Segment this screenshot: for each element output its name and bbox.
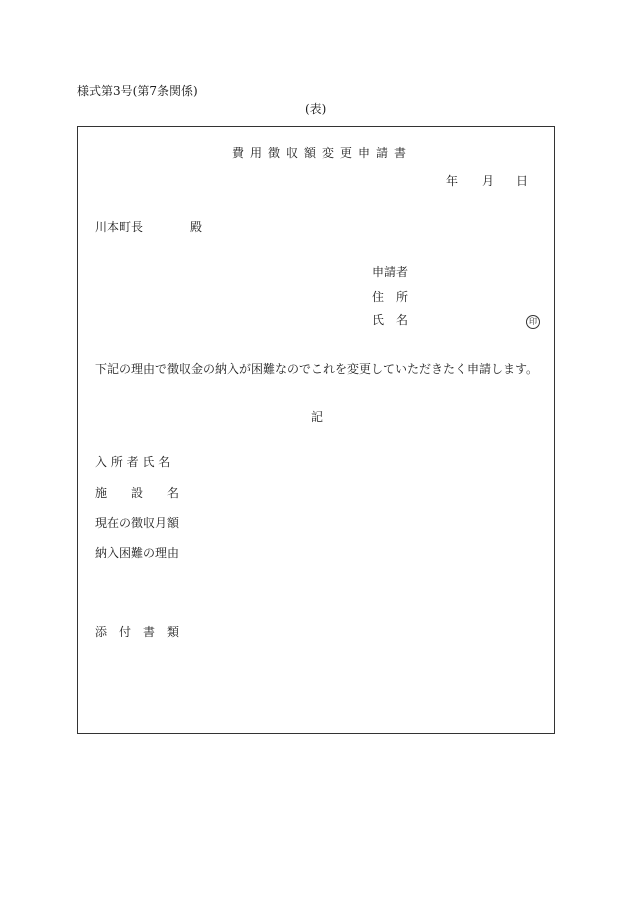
resident-name-label: 入 所 者 氏 名	[95, 455, 171, 469]
facility-name-label: 施 設 名	[95, 486, 180, 500]
form-title: 費用徴収額変更申請書	[232, 146, 413, 160]
day-label: 日	[516, 174, 529, 188]
applicant-address-label: 住 所	[372, 290, 409, 304]
year-label: 年	[446, 174, 459, 188]
ki-label: 記	[311, 410, 324, 424]
addressee-name: 川本町長	[95, 220, 144, 234]
month-label: 月	[482, 174, 495, 188]
form-frame	[77, 126, 555, 734]
current-amount-label: 現在の徴収月額	[95, 516, 180, 530]
statement-text: 下記の理由で徴収金の納入が困難なのでこれを変更していただきたく申請します。	[95, 362, 539, 376]
reason-label: 納入困難の理由	[95, 546, 180, 560]
side-label: (表)	[305, 102, 327, 116]
attachments-label: 添 付 書 類	[95, 625, 180, 639]
applicant-name-label: 氏 名	[372, 313, 409, 327]
addressee-honorific: 殿	[190, 220, 203, 234]
seal-icon: 印	[526, 313, 540, 329]
form-number: 様式第3号(第7条関係)	[77, 84, 198, 98]
applicant-label: 申請者	[372, 265, 409, 279]
